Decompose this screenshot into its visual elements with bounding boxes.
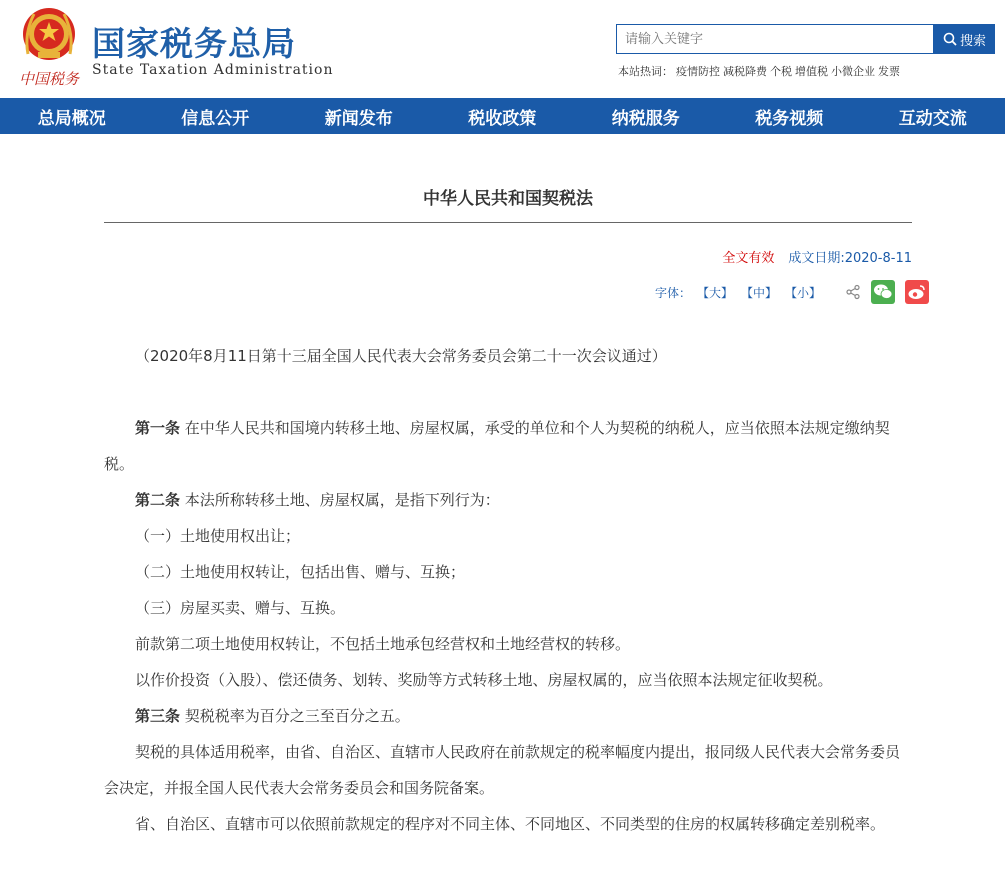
hot-words-label: 本站热词： xyxy=(618,65,673,78)
article-paragraph xyxy=(104,626,912,662)
font-size-small-button[interactable]: 【小】 xyxy=(785,285,822,300)
site-title-english: State Taxation Administration xyxy=(92,62,334,78)
weibo-icon xyxy=(907,283,927,301)
date-label: 成文日期: xyxy=(788,251,845,266)
hot-word[interactable]: 疫情防控 xyxy=(676,65,720,78)
title-divider xyxy=(104,222,912,223)
article-tools xyxy=(655,278,929,306)
nav-item-news[interactable]: 新闻发布 xyxy=(324,108,393,129)
article-paragraph xyxy=(104,554,912,590)
logo-calligraphy: 中国税务 xyxy=(18,70,80,88)
hot-word[interactable]: 个税 xyxy=(770,65,792,78)
share-icon[interactable] xyxy=(845,284,861,300)
font-size-label: 字体： xyxy=(655,285,692,300)
article-number: 第一条 xyxy=(135,419,181,437)
article-paragraph xyxy=(104,518,912,554)
site-header xyxy=(0,0,1005,98)
article-body xyxy=(104,338,912,842)
national-emblem-logo[interactable] xyxy=(14,4,84,92)
article-paragraph xyxy=(104,410,912,482)
article-paragraph xyxy=(104,734,912,806)
search-button-label: 搜索 xyxy=(959,33,986,49)
font-size-large-button[interactable]: 【大】 xyxy=(697,285,734,300)
paragraph-text: 契税税率为百分之三至百分之五。 xyxy=(184,707,410,725)
article-number: 第三条 xyxy=(135,707,181,725)
paragraph-text: 前款第二项土地使用权转让，不包括土地承包经营权和土地经营权的转移。 xyxy=(135,635,631,653)
font-size-medium-button[interactable]: 【中】 xyxy=(741,285,778,300)
nav-item-tax-video[interactable]: 税务视频 xyxy=(755,108,824,129)
article-paragraph xyxy=(104,662,912,698)
hot-word[interactable]: 减税降费 xyxy=(723,65,767,78)
hot-word[interactable]: 发票 xyxy=(878,65,900,78)
paragraph-text: 省、自治区、直辖市可以依照前款规定的程序对不同主体、不同地区、不同类型的住房的权属转移确定差别税率。 xyxy=(135,815,886,833)
article-paragraph xyxy=(104,806,912,842)
paragraph-text: （三）房屋买卖、赠与、互换。 xyxy=(135,599,346,617)
site-title[interactable]: 国家税务总局 xyxy=(92,24,296,63)
search-box xyxy=(616,24,934,54)
hot-word[interactable]: 增值税 xyxy=(795,65,828,78)
paragraph-text: 契税的具体适用税率，由省、自治区、直辖市人民政府在前款规定的税率幅度内提出，报同级人民代表大会常务委员会决定，并报全国人民代表大会常务委员会和国务院备案。 xyxy=(104,743,901,797)
paragraph-text: （二）土地使用权转让，包括出售、赠与、互换； xyxy=(135,563,466,581)
article-title: 中华人民共和国契税法 xyxy=(423,189,593,209)
article-paragraph xyxy=(104,698,912,734)
main-nav xyxy=(0,98,1005,134)
paragraph-text: （一）土地使用权出让； xyxy=(135,527,301,545)
search-input[interactable] xyxy=(617,25,933,53)
wechat-share-icon[interactable] xyxy=(871,280,895,304)
weibo-share-icon[interactable] xyxy=(905,280,929,304)
hot-word[interactable]: 小微企业 xyxy=(831,65,875,78)
paragraph-text: 本法所称转移土地、房屋权属，是指下列行为： xyxy=(184,491,500,509)
nav-item-interaction[interactable]: 互动交流 xyxy=(898,108,967,129)
article-number: 第二条 xyxy=(135,491,181,509)
wechat-icon xyxy=(873,283,893,301)
status-badge: 全文有效 xyxy=(722,251,775,266)
nav-item-taxpayer-service[interactable]: 纳税服务 xyxy=(611,108,680,129)
nav-item-tax-policy[interactable]: 税收政策 xyxy=(468,108,537,129)
article-paragraph xyxy=(104,482,912,518)
article-meta xyxy=(722,247,912,266)
paragraph-text: 以作价投资（入股）、偿还债务、划转、奖励等方式转移土地、房屋权属的，应当依照本法规定征收契税。 xyxy=(135,671,833,689)
paragraph-text: 在中华人民共和国境内转移土地、房屋权属，承受的单位和个人为契税的纳税人，应当依照本法规定缴纳契税。 xyxy=(104,419,890,473)
publish-date: 2020-8-11 xyxy=(844,251,912,266)
adoption-note: （2020年8月11日第十三届全国人民代表大会常务委员会第二十一次会议通过） xyxy=(135,347,667,365)
search-button[interactable] xyxy=(934,24,995,54)
article-paragraph xyxy=(104,590,912,626)
nav-item-info-disclosure[interactable]: 信息公开 xyxy=(181,108,250,129)
nav-item-overview[interactable]: 总局概况 xyxy=(37,108,106,129)
hot-words xyxy=(618,63,903,79)
search-icon xyxy=(943,32,957,46)
